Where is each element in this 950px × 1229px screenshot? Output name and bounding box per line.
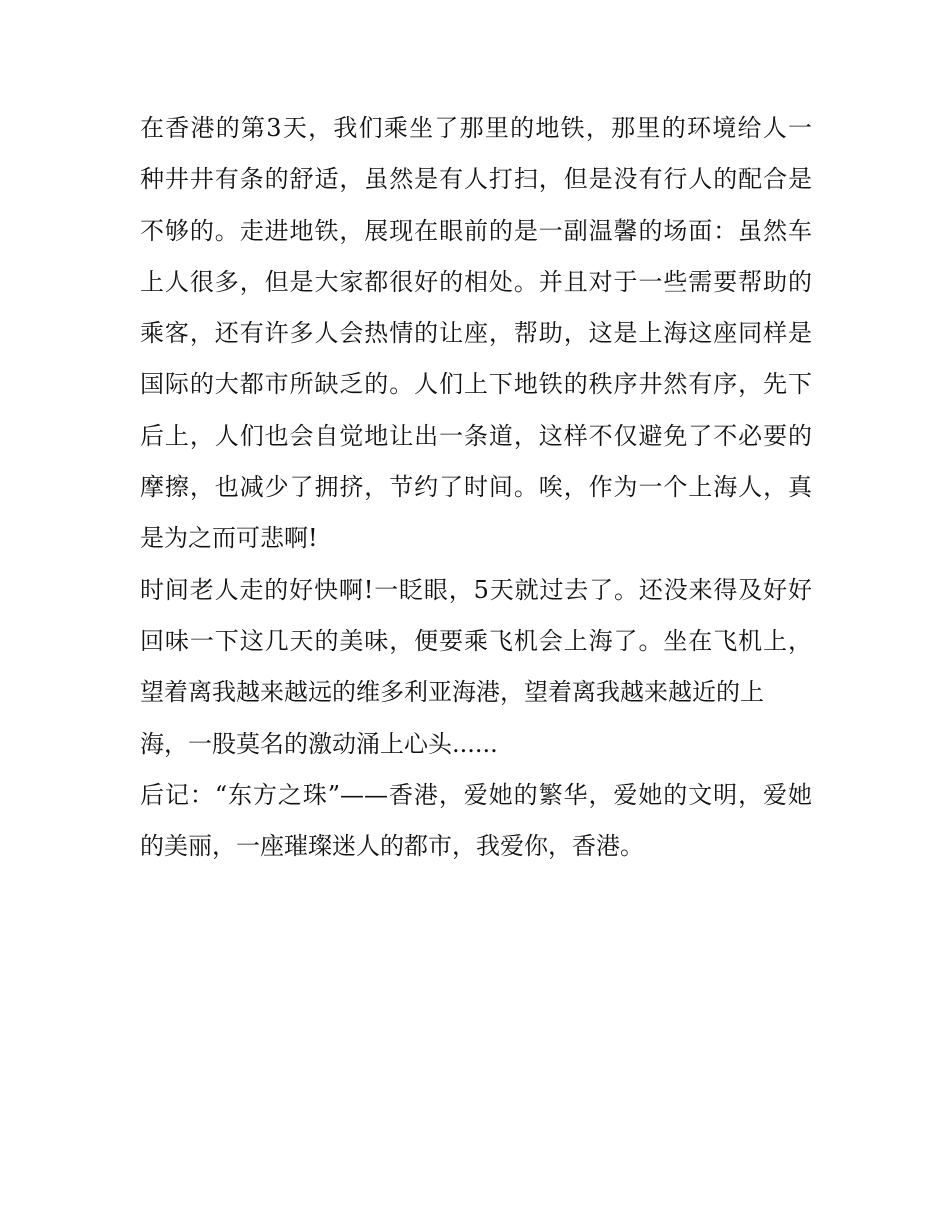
- text-line: 在香港的第3天，我们乘坐了那里的地铁，那里的环境给人一: [140, 114, 812, 142]
- text-line: 上人很多，但是大家都很好的相处。并且对于一些需要帮助的: [140, 267, 812, 296]
- text-line: 种井井有条的舒适，虽然是有人打扫，但是没有行人的配合是: [140, 165, 812, 194]
- text-line: 海，一股莫名的激动涌上心头......: [140, 729, 498, 758]
- text-line: 望着离我越来越远的维多利亚海港，望着离我越来越近的上: [140, 678, 764, 707]
- text-line: 后上，人们也会自觉地让出一条道，这样不仅避免了不必要的: [140, 421, 812, 450]
- text-line: 国际的大都市所缺乏的。人们上下地铁的秩序井然有序，先下: [140, 370, 812, 399]
- paragraph-subway: [140, 103, 812, 565]
- text-line: 回味一下这几天的美味，便要乘飞机会上海了。坐在飞机上，: [140, 626, 812, 655]
- text-line: 后记：“东方之珠”——香港，爱她的繁华，爱她的文明，爱她: [140, 780, 812, 809]
- text-line: 摩擦，也减少了拥挤，节约了时间。唉，作为一个上海人，真: [140, 473, 812, 502]
- text-line: 乘客，还有许多人会热情的让座，帮助，这是上海这座同样是: [140, 319, 812, 348]
- text-line: 不够的。走进地铁，展现在眼前的是一副温馨的场面：虽然车: [140, 216, 812, 245]
- text-line: 时间老人走的好快啊!一眨眼，5天就过去了。还没来得及好好: [140, 575, 812, 604]
- paragraph-postscript: [140, 770, 812, 873]
- text-line: 的美丽，一座璀璨迷人的都市，我爱你，香港。: [140, 832, 644, 861]
- text-line: 是为之而可悲啊!: [140, 524, 318, 553]
- document-body: [140, 103, 812, 872]
- paragraph-departure: [140, 565, 812, 770]
